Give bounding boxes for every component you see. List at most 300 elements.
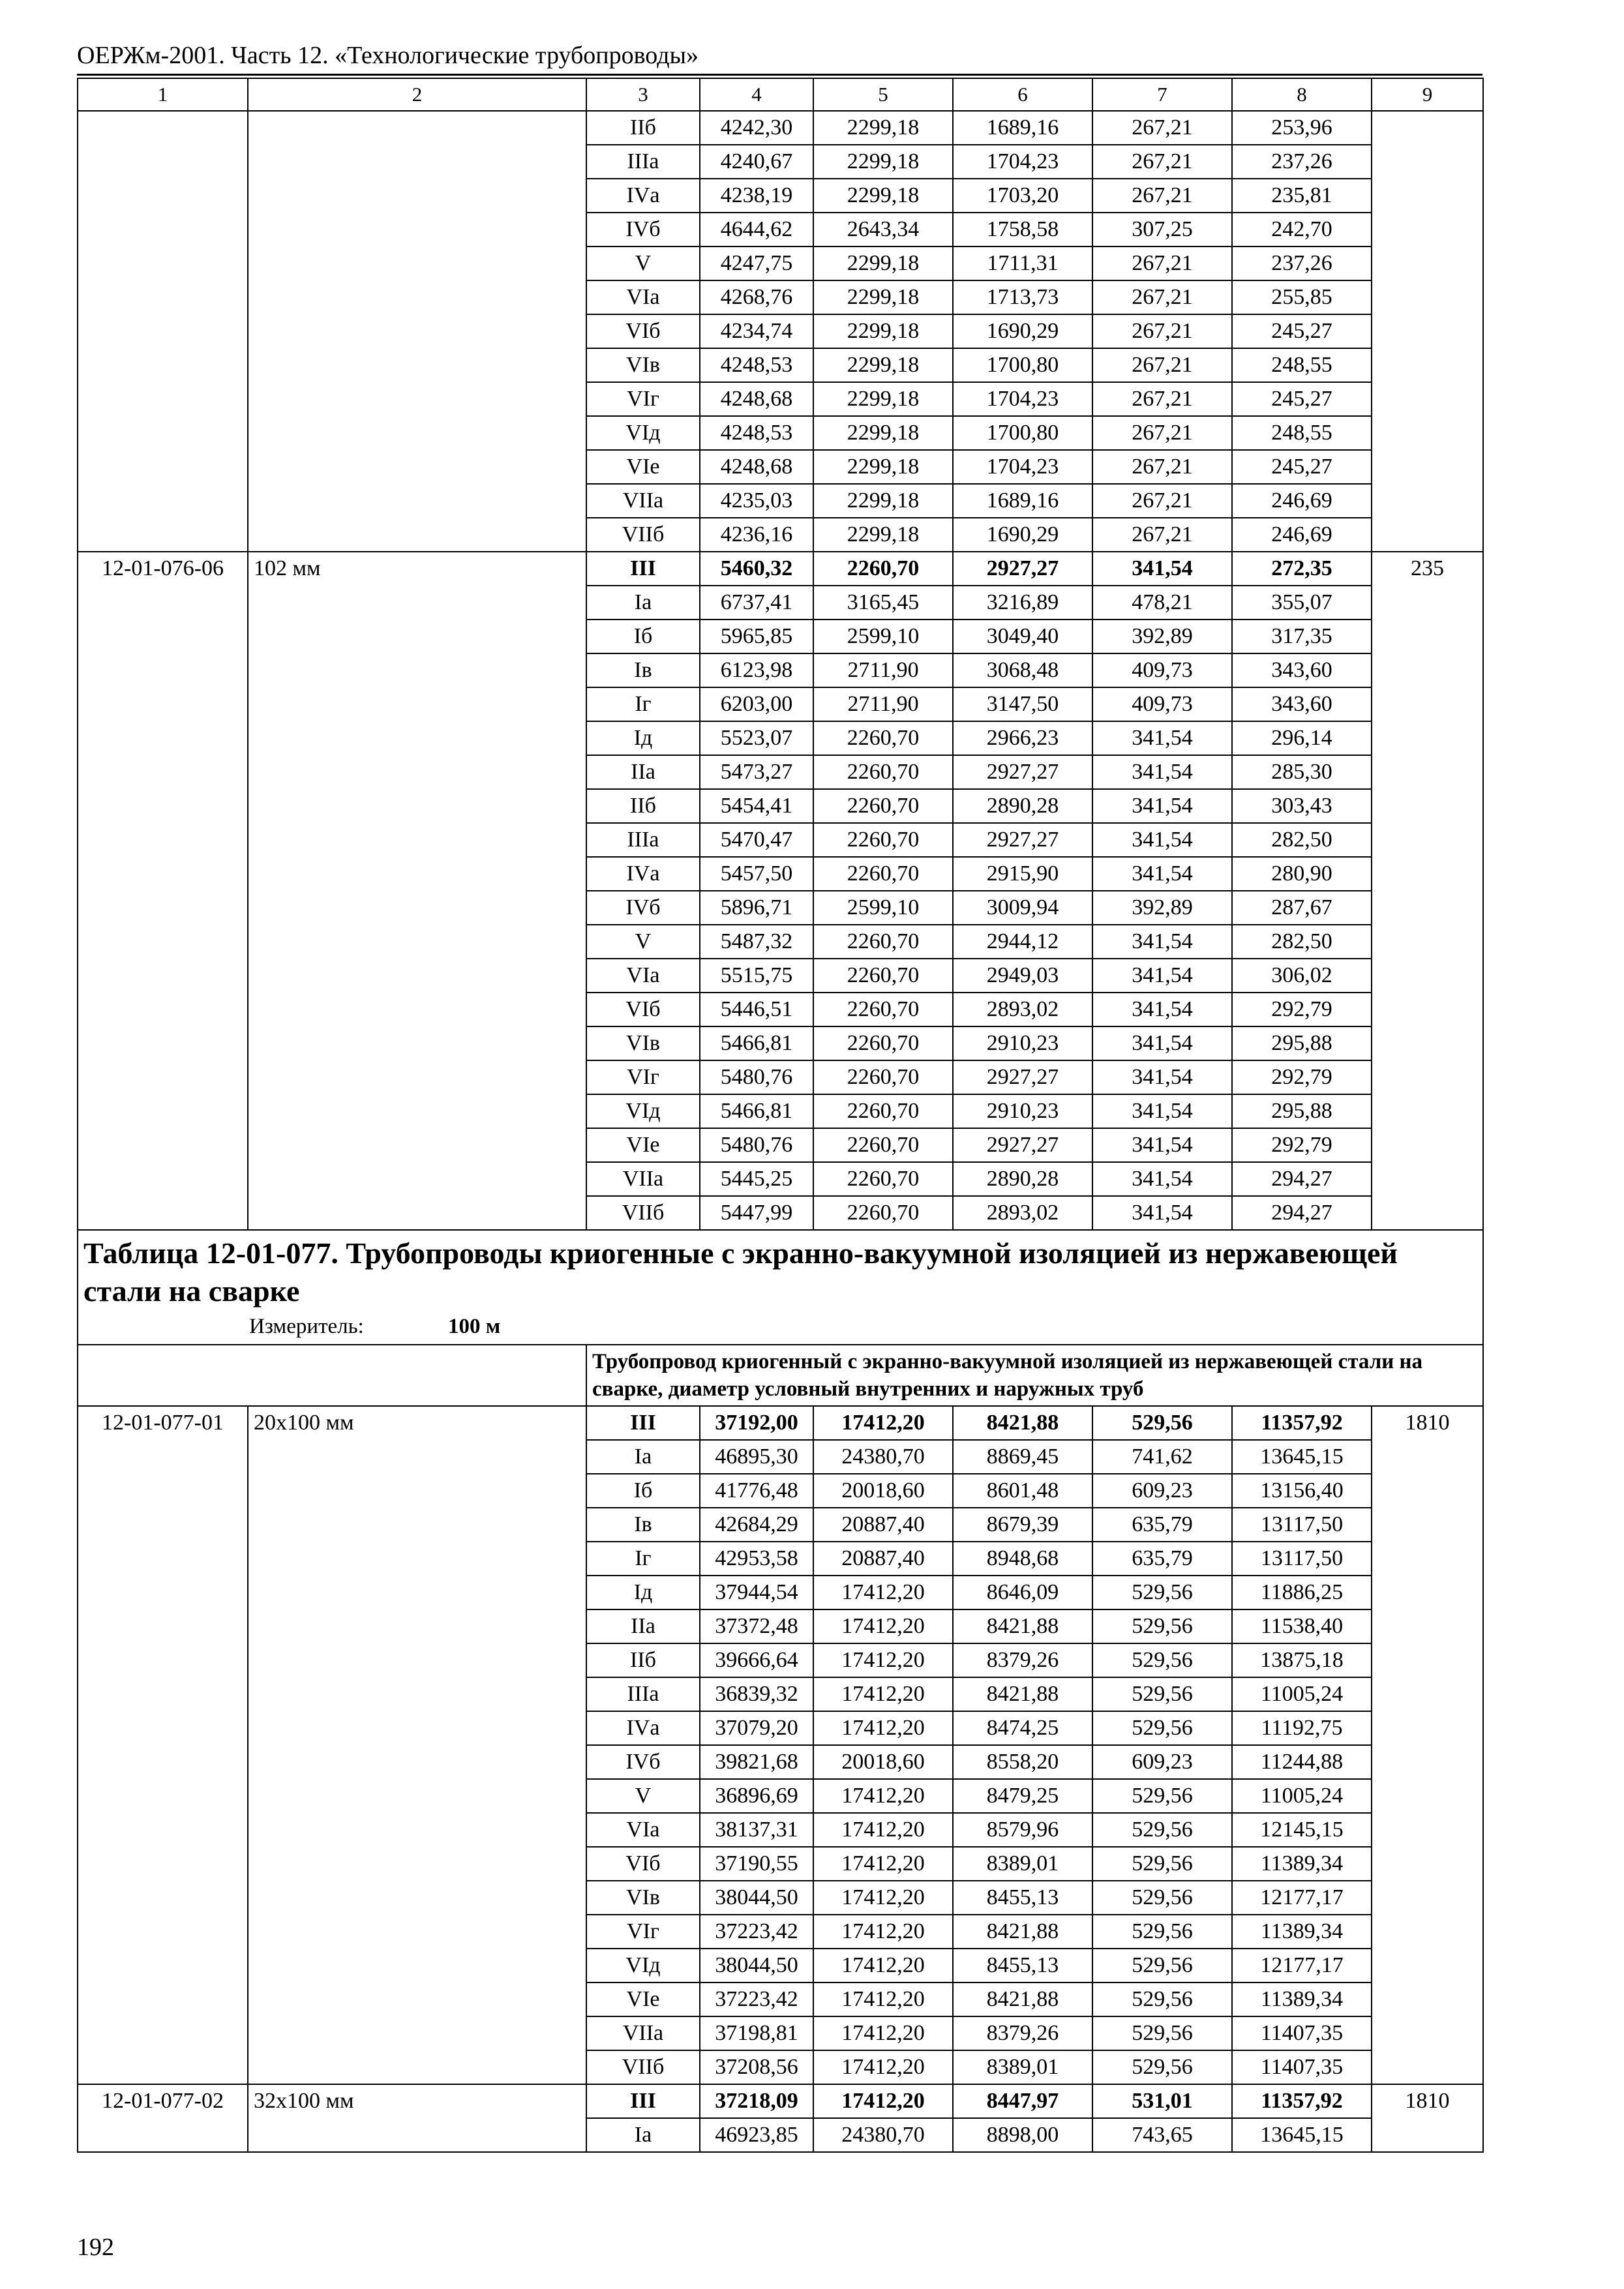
table-description: Трубопровод криогенный с экранно-вакуумной изоляцией из нержавеющей стали на сварке, диаметр условный внутренних и наружных труб [586,1345,1483,1406]
price-value: 5515,75 [700,959,813,993]
region-zone: IIб [586,111,700,145]
price-value: 341,54 [1092,959,1232,993]
price-value: 296,14 [1232,721,1372,755]
price-value: 20887,40 [813,1542,953,1576]
price-value: 2890,28 [953,789,1092,823]
price-value: 272,35 [1232,552,1372,586]
price-value: 341,54 [1092,1094,1232,1128]
measure-line [83,1311,1477,1341]
region-zone: III [586,2084,700,2118]
price-value: 2260,70 [813,721,953,755]
price-value: 529,56 [1092,1847,1232,1881]
price-value: 235,81 [1232,179,1372,213]
price-value: 3147,50 [953,687,1092,721]
price-value: 295,88 [1232,1094,1372,1128]
price-value: 36896,69 [700,1779,813,1813]
region-zone: VIв [586,1881,700,1915]
price-value: 8474,25 [953,1711,1092,1745]
region-zone: IIIа [586,823,700,857]
price-value: 2949,03 [953,959,1092,993]
price-value: 5447,99 [700,1196,813,1230]
price-value: 8679,39 [953,1508,1092,1542]
price-value: 2260,70 [813,1026,953,1060]
price-value: 8869,45 [953,1440,1092,1474]
region-zone: IVб [586,891,700,925]
price-value: 392,89 [1092,891,1232,925]
price-value: 2599,10 [813,620,953,653]
price-value: 4234,74 [700,314,813,348]
price-value: 2927,27 [953,1060,1092,1094]
price-value: 37198,81 [700,2016,813,2050]
price-value: 392,89 [1092,620,1232,653]
price-value: 5896,71 [700,891,813,925]
price-value: 255,85 [1232,280,1372,314]
price-value: 8421,88 [953,1982,1092,2016]
price-value: 341,54 [1092,1060,1232,1094]
price-value: 267,21 [1092,416,1232,450]
price-value: 13645,15 [1232,1440,1372,1474]
price-value: 609,23 [1092,1474,1232,1508]
price-value: 5470,47 [700,823,813,857]
region-zone: VIа [586,280,700,314]
price-value: 2711,90 [813,687,953,721]
price-value: 267,21 [1092,450,1232,484]
column-number: 3 [586,78,700,111]
price-value: 24380,70 [813,2118,953,2152]
price-value: 2299,18 [813,314,953,348]
price-value: 531,01 [1092,2084,1232,2118]
region-zone: IIб [586,1643,700,1677]
price-value: 2910,23 [953,1094,1092,1128]
region-zone: VIг [586,1060,700,1094]
region-zone: IIа [586,1609,700,1643]
price-value: 5473,27 [700,755,813,789]
region-zone: IVб [586,1745,700,1779]
price-value: 2890,28 [953,1162,1092,1196]
price-value: 529,56 [1092,1643,1232,1677]
table-row [78,1406,1483,1440]
price-value: 741,62 [1092,1440,1232,1474]
column-number: 2 [248,78,586,111]
table-row [78,111,1483,145]
page-header: ОЕРЖм-2001. Часть 12. «Технологические трубопроводы» [77,42,699,69]
price-value: 341,54 [1092,1026,1232,1060]
price-value: 2260,70 [813,755,953,789]
price-value: 245,27 [1232,314,1372,348]
region-zone: VIа [586,959,700,993]
price-value: 8479,25 [953,1779,1092,1813]
price-value: 743,65 [1092,2118,1232,2152]
region-zone: VIIб [586,1196,700,1230]
price-value: 8379,26 [953,1643,1092,1677]
measure-value: 100 м [448,1315,501,1338]
price-value: 2927,27 [953,823,1092,857]
rate-code: 12-01-077-01 [78,1406,248,2084]
price-value: 4240,67 [700,145,813,179]
price-value: 37192,00 [700,1406,813,1440]
price-value: 13875,18 [1232,1643,1372,1677]
price-value: 37223,42 [700,1915,813,1949]
price-value: 2299,18 [813,280,953,314]
region-zone: Iг [586,1542,700,1576]
price-value: 8379,26 [953,2016,1092,2050]
price-value: 37218,09 [700,2084,813,2118]
price-value: 13117,50 [1232,1508,1372,1542]
price-value: 12177,17 [1232,1949,1372,1982]
price-value: 3068,48 [953,653,1092,687]
price-value: 317,35 [1232,620,1372,653]
rate-name [248,111,586,552]
price-value: 248,55 [1232,416,1372,450]
price-value: 635,79 [1092,1508,1232,1542]
price-value: 39821,68 [700,1745,813,1779]
price-value: 280,90 [1232,857,1372,891]
price-value: 37223,42 [700,1982,813,2016]
price-value: 529,56 [1092,2050,1232,2084]
price-value: 5466,81 [700,1026,813,1060]
price-value: 341,54 [1092,1162,1232,1196]
price-value: 2260,70 [813,857,953,891]
price-value: 8421,88 [953,1677,1092,1711]
price-value: 11407,35 [1232,2016,1372,2050]
price-value: 2299,18 [813,348,953,382]
price-value: 13117,50 [1232,1542,1372,1576]
price-value: 17412,20 [813,1813,953,1847]
price-value: 306,02 [1232,959,1372,993]
price-value: 1700,80 [953,348,1092,382]
price-value: 237,26 [1232,247,1372,280]
description-blank [78,1345,586,1406]
price-value: 8601,48 [953,1474,1092,1508]
price-value: 267,21 [1092,518,1232,552]
price-value: 20018,60 [813,1745,953,1779]
price-value: 8948,68 [953,1542,1092,1576]
weight-value: 1810 [1372,2084,1483,2152]
price-value: 2893,02 [953,993,1092,1026]
price-value: 635,79 [1092,1542,1232,1576]
price-value: 2299,18 [813,518,953,552]
price-value: 11538,40 [1232,1609,1372,1643]
price-value: 4238,19 [700,179,813,213]
price-value: 37372,48 [700,1609,813,1643]
price-value: 267,21 [1092,111,1232,145]
price-value: 17412,20 [813,1949,953,1982]
region-zone: III [586,1406,700,1440]
price-value: 11389,34 [1232,1915,1372,1949]
region-zone: VIв [586,1026,700,1060]
price-value: 4248,68 [700,450,813,484]
price-value: 4235,03 [700,484,813,518]
price-value: 13156,40 [1232,1474,1372,1508]
region-zone: Iг [586,687,700,721]
price-value: 11886,25 [1232,1576,1372,1609]
weight-value: 1810 [1372,1406,1483,2084]
price-value: 8455,13 [953,1881,1092,1915]
region-zone: VIд [586,1094,700,1128]
price-value: 529,56 [1092,1406,1232,1440]
column-number: 8 [1232,78,1372,111]
price-value: 267,21 [1092,145,1232,179]
price-value: 3049,40 [953,620,1092,653]
price-value: 2927,27 [953,552,1092,586]
table-description-row [78,1345,1483,1406]
price-value: 267,21 [1092,484,1232,518]
price-value: 37208,56 [700,2050,813,2084]
price-value: 38044,50 [700,1881,813,1915]
region-zone: VIб [586,1847,700,1881]
price-value: 2299,18 [813,111,953,145]
column-number: 9 [1372,78,1483,111]
price-value: 5460,32 [700,552,813,586]
region-zone: VIб [586,993,700,1026]
rate-name: 32х100 мм [248,2084,586,2152]
price-value: 8455,13 [953,1949,1092,1982]
region-zone: VIе [586,450,700,484]
measure-label: Измеритель: [249,1315,364,1338]
price-value: 3009,94 [953,891,1092,925]
price-value: 8646,09 [953,1576,1092,1609]
price-value: 37079,20 [700,1711,813,1745]
region-zone: Iд [586,721,700,755]
price-value: 341,54 [1092,857,1232,891]
page-number: 192 [77,2234,114,2261]
rate-name: 20х100 мм [248,1406,586,2084]
price-value: 11244,88 [1232,1745,1372,1779]
price-value: 36839,32 [700,1677,813,1711]
price-value: 341,54 [1092,925,1232,959]
price-value: 341,54 [1092,789,1232,823]
price-value: 253,96 [1232,111,1372,145]
region-zone: VIе [586,1982,700,2016]
price-value: 1711,31 [953,247,1092,280]
price-value: 267,21 [1092,382,1232,416]
price-value: 8421,88 [953,1609,1092,1643]
price-value: 237,26 [1232,145,1372,179]
price-value: 17412,20 [813,1576,953,1609]
price-value: 17412,20 [813,1881,953,1915]
region-zone: VIIа [586,484,700,518]
price-value: 11389,34 [1232,1982,1372,2016]
price-value: 2299,18 [813,382,953,416]
price-value: 4248,68 [700,382,813,416]
weight-value: 235 [1372,552,1483,1230]
price-value: 42953,58 [700,1542,813,1576]
region-zone: IIа [586,755,700,789]
price-value: 267,21 [1092,348,1232,382]
price-value: 5445,25 [700,1162,813,1196]
price-value: 4242,30 [700,111,813,145]
price-value: 282,50 [1232,823,1372,857]
region-zone: VIе [586,1128,700,1162]
price-value: 1700,80 [953,416,1092,450]
price-value: 4236,16 [700,518,813,552]
price-value: 46923,85 [700,2118,813,2152]
price-value: 17412,20 [813,1609,953,1643]
table-title-cell [78,1230,1483,1345]
region-zone: IVа [586,1711,700,1745]
price-value: 5487,32 [700,925,813,959]
price-value: 294,27 [1232,1196,1372,1230]
region-zone: Iа [586,1440,700,1474]
price-value: 5523,07 [700,721,813,755]
price-value: 2260,70 [813,1094,953,1128]
price-value: 6203,00 [700,687,813,721]
price-value: 529,56 [1092,1982,1232,2016]
price-value: 2260,70 [813,959,953,993]
price-value: 2260,70 [813,1162,953,1196]
price-value: 4248,53 [700,348,813,382]
price-value: 2944,12 [953,925,1092,959]
price-value: 478,21 [1092,586,1232,620]
region-zone: Iб [586,1474,700,1508]
price-value: 2927,27 [953,1128,1092,1162]
price-value: 246,69 [1232,518,1372,552]
region-zone: IVа [586,179,700,213]
price-value: 409,73 [1092,687,1232,721]
price-value: 4268,76 [700,280,813,314]
region-zone: VIг [586,1915,700,1949]
price-value: 11389,34 [1232,1847,1372,1881]
price-value: 287,67 [1232,891,1372,925]
column-number: 5 [813,78,953,111]
price-value: 8421,88 [953,1406,1092,1440]
column-number: 4 [700,78,813,111]
price-value: 341,54 [1092,1196,1232,1230]
price-value: 2299,18 [813,416,953,450]
price-value: 307,25 [1092,213,1232,247]
region-zone: VIIа [586,1162,700,1196]
price-value: 5480,76 [700,1128,813,1162]
price-value: 529,56 [1092,1576,1232,1609]
price-value: 242,70 [1232,213,1372,247]
price-value: 6737,41 [700,586,813,620]
region-zone: VIб [586,314,700,348]
price-value: 42684,29 [700,1508,813,1542]
price-value: 17412,20 [813,1915,953,1949]
price-value: 267,21 [1092,179,1232,213]
price-value: 17412,20 [813,1677,953,1711]
price-value: 292,79 [1232,1128,1372,1162]
region-zone: Iа [586,586,700,620]
price-value: 2711,90 [813,653,953,687]
price-value: 8389,01 [953,2050,1092,2084]
region-zone: VIIб [586,518,700,552]
price-value: 282,50 [1232,925,1372,959]
price-value: 1704,23 [953,450,1092,484]
price-value: 341,54 [1092,823,1232,857]
price-value: 343,60 [1232,687,1372,721]
price-value: 3216,89 [953,586,1092,620]
price-value: 11357,92 [1232,1406,1372,1440]
region-zone: V [586,247,700,280]
price-value: 409,73 [1092,653,1232,687]
price-value: 2260,70 [813,1060,953,1094]
price-value: 294,27 [1232,1162,1372,1196]
header-rule [77,74,1482,76]
price-value: 1690,29 [953,314,1092,348]
rate-code: 12-01-077-02 [78,2084,248,2152]
price-value: 41776,48 [700,1474,813,1508]
price-value: 4644,62 [700,213,813,247]
price-value: 529,56 [1092,1881,1232,1915]
price-value: 285,30 [1232,755,1372,789]
table-row [78,552,1483,586]
price-value: 245,27 [1232,450,1372,484]
price-value: 11407,35 [1232,2050,1372,2084]
price-value: 341,54 [1092,1128,1232,1162]
price-value: 2299,18 [813,179,953,213]
price-value: 267,21 [1092,314,1232,348]
region-zone: IVб [586,213,700,247]
price-value: 341,54 [1092,993,1232,1026]
price-value: 11357,92 [1232,2084,1372,2118]
price-value: 246,69 [1232,484,1372,518]
price-value: 248,55 [1232,348,1372,382]
price-value: 2299,18 [813,450,953,484]
region-zone: Iв [586,653,700,687]
price-value: 46895,30 [700,1440,813,1474]
price-value: 245,27 [1232,382,1372,416]
region-zone: III [586,552,700,586]
price-value: 17412,20 [813,1982,953,2016]
table-row [78,2084,1483,2118]
price-value: 6123,98 [700,653,813,687]
price-value: 20018,60 [813,1474,953,1508]
price-value: 5454,41 [700,789,813,823]
region-zone: Iб [586,620,700,653]
price-value: 8447,97 [953,2084,1092,2118]
price-value: 5965,85 [700,620,813,653]
region-zone: VIг [586,382,700,416]
price-value: 17412,20 [813,2050,953,2084]
price-value: 24380,70 [813,1440,953,1474]
price-value: 341,54 [1092,755,1232,789]
weight-value [1372,111,1483,552]
price-value: 529,56 [1092,1677,1232,1711]
region-zone: VIIб [586,2050,700,2084]
price-value: 1758,58 [953,213,1092,247]
price-value: 37944,54 [700,1576,813,1609]
price-value: 295,88 [1232,1026,1372,1060]
price-value: 2966,23 [953,721,1092,755]
region-zone: VIа [586,1813,700,1847]
price-value: 37190,55 [700,1847,813,1881]
price-value: 5480,76 [700,1060,813,1094]
region-zone: IIб [586,789,700,823]
price-value: 8421,88 [953,1915,1092,1949]
price-value: 5446,51 [700,993,813,1026]
price-value: 1713,73 [953,280,1092,314]
price-value: 4248,53 [700,416,813,450]
price-value: 529,56 [1092,1779,1232,1813]
region-zone: IIIа [586,1677,700,1711]
price-value: 2260,70 [813,993,953,1026]
price-value: 2260,70 [813,823,953,857]
price-value: 5457,50 [700,857,813,891]
price-value: 529,56 [1092,1949,1232,1982]
rate-name: 102 мм [248,552,586,1230]
price-value: 609,23 [1092,1745,1232,1779]
price-value: 1704,23 [953,145,1092,179]
price-value: 341,54 [1092,552,1232,586]
price-value: 529,56 [1092,1813,1232,1847]
column-number: 1 [78,78,248,111]
price-value: 20887,40 [813,1508,953,1542]
price-value: 1703,20 [953,179,1092,213]
column-number-row [78,78,1483,111]
rate-code [78,111,248,552]
price-value: 292,79 [1232,993,1372,1026]
